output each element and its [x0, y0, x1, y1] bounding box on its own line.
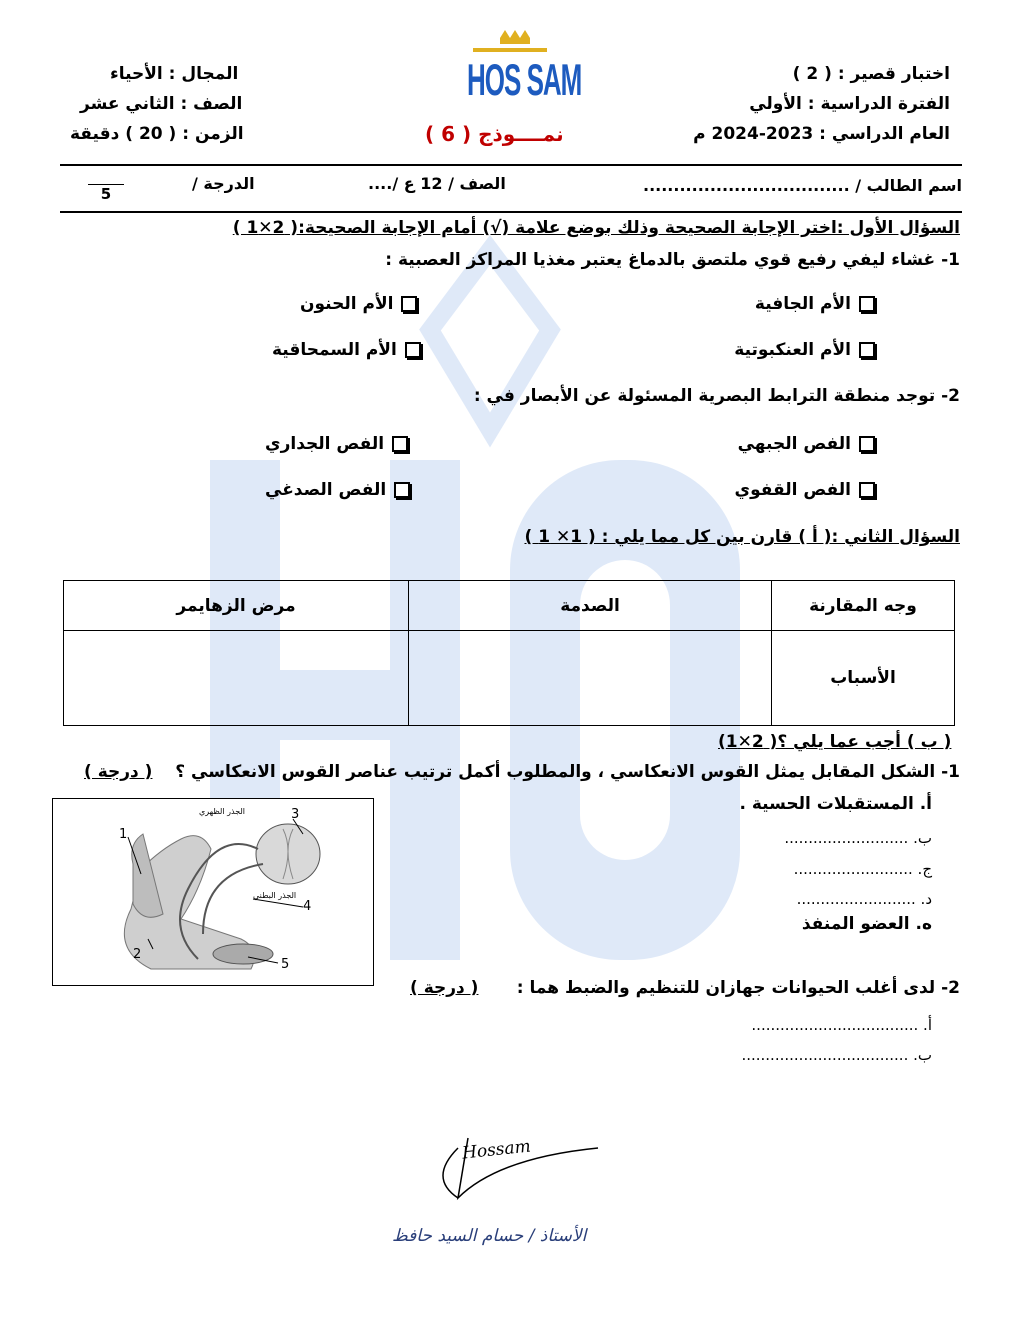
- b1-item-d[interactable]: د. .........................: [796, 890, 932, 908]
- figure-small-label-dorsal: الجذر الظهري: [199, 807, 246, 816]
- table-header: وجه المقارنة: [772, 581, 955, 631]
- checkbox-icon[interactable]: [392, 436, 408, 452]
- q1-item1-option-a[interactable]: [755, 294, 875, 314]
- option-label: الفص الصدغي: [265, 480, 387, 500]
- grade: الصف : الثاني عشر: [80, 94, 243, 114]
- b2-item-b[interactable]: ب. ...................................: [741, 1046, 932, 1064]
- checkbox-icon[interactable]: [401, 296, 417, 312]
- checkbox-icon[interactable]: [859, 296, 875, 312]
- comparison-table: [63, 580, 955, 726]
- checkbox-icon[interactable]: [859, 436, 875, 452]
- b1-item-a: أ. المستقبلات الحسية .: [739, 794, 932, 814]
- b1-item-b[interactable]: ب. ..........................: [784, 829, 932, 847]
- q1-item1-option-b[interactable]: [300, 294, 417, 314]
- q1-item2-option-c[interactable]: [735, 480, 875, 500]
- header-divider: [60, 164, 962, 166]
- b1-item-c[interactable]: ج. .........................: [793, 860, 932, 878]
- score-total: 5: [100, 185, 112, 203]
- b1-item-e: ه. العضو المنفذ: [801, 914, 932, 934]
- q1-item1-option-d[interactable]: [272, 340, 421, 360]
- figure-label-4: 4: [303, 899, 312, 914]
- table-header: مرض الزهايمر: [64, 581, 409, 631]
- q1-item2-option-d[interactable]: [265, 480, 410, 500]
- q2-title: السؤال الثاني :( أ ) قارن بين كل مما يلي : ( 1✕ 1 ): [524, 527, 960, 547]
- academic-year: العام الدراسي : 2023-2024 م: [693, 124, 950, 144]
- answer-cell[interactable]: [409, 631, 772, 726]
- q1-item2-question: 2- توجد منطقة الترابط البصرية المسئولة عن الأبصار في :: [473, 386, 960, 406]
- figure-label-3: 3: [291, 807, 300, 822]
- time: الزمن : ( 20 ) دقيقة: [70, 124, 244, 144]
- model-number: نمــــوذج ( 6 ): [425, 122, 564, 146]
- reflex-arc-illustration: [53, 799, 373, 985]
- checkbox-icon[interactable]: [859, 342, 875, 358]
- table-header: الصدمة: [409, 581, 772, 631]
- option-label: الأم السمحاقية: [272, 340, 397, 360]
- row-divider: [60, 211, 962, 213]
- score-fraction: [88, 172, 124, 203]
- q1-item2-option-a[interactable]: [738, 434, 875, 454]
- figure-label-2: 2: [133, 947, 142, 962]
- q1-item2-option-b[interactable]: [265, 434, 408, 454]
- option-label: الأم الحنون: [300, 294, 394, 314]
- student-name-field[interactable]: اسم الطالب / ..................................: [642, 176, 962, 195]
- option-label: الفص القفوي: [734, 480, 851, 500]
- logo-text: HOS SAM: [467, 54, 582, 105]
- q1-item1-question: 1- غشاء ليفي رفيع قوي ملتصق بالدماغ يعتبر مغذيا المراكز العصبية :: [385, 250, 960, 270]
- b2-question: 2- لدى أغلب الحيوانات جهازان للتنظيم والضبط هما :: [516, 978, 960, 998]
- checkbox-icon[interactable]: [859, 482, 875, 498]
- option-label: الأم العنكبوتية: [734, 340, 851, 360]
- teacher-name: الأستاذ / حسام السيد حافظ: [392, 1226, 587, 1246]
- signature-text: Hossam: [461, 1136, 532, 1164]
- test-number: اختبار قصير : ( 2 ): [792, 64, 950, 84]
- subject-field: المجال : الأحياء: [110, 64, 239, 84]
- score-label: الدرجة /: [192, 174, 255, 193]
- term: الفترة الدراسية : الأولي: [749, 94, 950, 114]
- signature: [418, 1128, 618, 1208]
- q1-item1-option-c[interactable]: [734, 340, 875, 360]
- table-row-label: الأسباب: [772, 631, 955, 726]
- option-label: الفص الجبهي: [737, 434, 851, 454]
- figure-small-label-ventral: الجذر البطني: [253, 891, 297, 900]
- b1-question: 1- الشكل المقابل يمثل القوس الانعكاسي ، والمطلوب أكمل ترتيب عناصر القوس الانعكاسي ؟: [175, 762, 960, 782]
- figure-label-5: 5: [281, 957, 290, 972]
- class-field[interactable]: الصف / 12 ع /....: [368, 174, 506, 193]
- checkbox-icon[interactable]: [394, 482, 410, 498]
- reflex-arc-figure: [52, 798, 374, 986]
- b1-points: ( درجة ): [84, 762, 153, 782]
- logo: [465, 28, 582, 108]
- checkbox-icon[interactable]: [405, 342, 421, 358]
- answer-cell[interactable]: [64, 631, 409, 726]
- b2-item-a[interactable]: أ. ...................................: [751, 1016, 932, 1034]
- figure-label-1: 1: [119, 827, 128, 842]
- option-label: الأم الجافية: [754, 294, 851, 314]
- option-label: الفص الجداري: [265, 434, 385, 454]
- q2-part-b-title: ( ب ) أجب عما يلي ؟( 2✕1): [718, 732, 952, 752]
- b2-points: ( درجة ): [410, 978, 479, 998]
- q1-title: السؤال الأول :اختر الإجابة الصحيحة وذلك بوضع علامة (√) أمام الإجابة الصحيحة:( 2✕1 ): [232, 218, 960, 238]
